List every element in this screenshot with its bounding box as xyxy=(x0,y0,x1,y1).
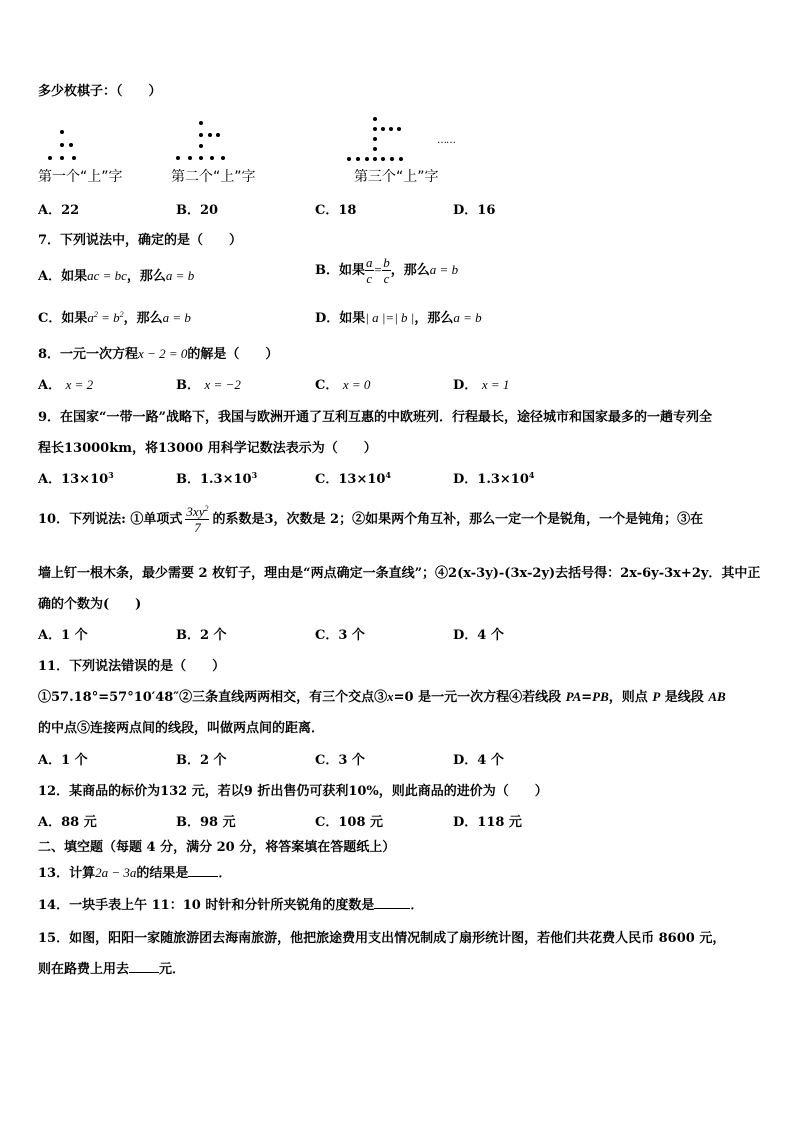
option-text: D．1.3×10 xyxy=(453,472,529,487)
chess-piece xyxy=(365,157,369,161)
option-text: ，那么 xyxy=(414,311,454,326)
answer-blank xyxy=(129,962,159,973)
question-11-line3: 的中点⑤连接两点间的线段，叫做两点间的距离． xyxy=(38,721,325,736)
q11-option-d: D．4 个 xyxy=(453,753,504,768)
q12-option-a: A．88 元 xyxy=(38,815,97,830)
option-text: C．13×10 xyxy=(315,472,386,487)
chess-piece xyxy=(397,127,401,131)
chess-piece xyxy=(347,157,351,161)
option-text: A．如果 xyxy=(38,269,88,284)
denominator: 7 xyxy=(194,520,201,535)
chess-piece xyxy=(199,133,203,137)
exponent: 4 xyxy=(385,470,391,480)
option-label: C． xyxy=(315,378,339,393)
exponent: 3 xyxy=(251,470,258,480)
q12-option-d: D．118 元 xyxy=(453,815,522,830)
denominator: c xyxy=(383,271,390,286)
option-c: C．18 xyxy=(315,203,357,218)
option-text: ，那么 xyxy=(123,311,163,326)
stem-text: 14．一块手表上午 11：10 时针和分针所夹锐角的度数是 xyxy=(38,898,375,913)
math-expr: x − 2 = 0 xyxy=(138,346,188,361)
q8-option-d xyxy=(453,374,509,393)
exponent: 2 xyxy=(93,310,98,319)
option-label: D． xyxy=(453,378,478,393)
q9-option-a xyxy=(38,468,114,487)
stem-text: 的解是（ ） xyxy=(187,347,279,362)
stem-text: ． xyxy=(410,898,424,913)
option-text: D．如果 xyxy=(315,311,366,326)
chess-piece xyxy=(199,144,203,148)
math-var: PB xyxy=(592,689,609,704)
question-8-stem xyxy=(38,343,278,362)
chess-piece xyxy=(216,133,220,137)
chess-piece xyxy=(221,156,225,160)
question-10-line1 xyxy=(38,505,703,534)
q9-option-c xyxy=(315,468,391,487)
question-15-line2 xyxy=(38,958,185,977)
q12-option-b: B．98 元 xyxy=(176,815,236,830)
math-expr: x = 0 xyxy=(342,377,371,392)
stem-text: ，则点 xyxy=(608,690,653,705)
question-7-stem: 7．下列说法中，确定的是（ ） xyxy=(38,233,243,248)
exponent: 3 xyxy=(108,470,114,480)
section-heading: 二、填空题（每题 4 分，满分 20 分，将答案填在答题纸上） xyxy=(38,840,396,855)
question-intro: 多少枚棋子：（ ） xyxy=(38,84,162,99)
stem-text: 8．一元一次方程 xyxy=(38,347,139,362)
chess-piece xyxy=(381,157,385,161)
chess-piece xyxy=(69,143,73,147)
q9-option-b xyxy=(176,468,257,487)
chess-piece xyxy=(60,130,64,134)
chess-piece xyxy=(210,156,214,160)
ellipsis-dots: …… xyxy=(437,135,455,146)
denominator: c xyxy=(366,271,373,286)
stem-text: =0 是一元一次方程④若线段 xyxy=(393,690,566,705)
exponent: 2 xyxy=(204,504,209,513)
figure-caption: 第二个“上”字 xyxy=(171,169,256,185)
stem-text: ①57.18°=57°10′48″②三条直线两两相交，有三个交点③ xyxy=(38,690,388,705)
q7-option-d xyxy=(315,307,482,326)
question-10-line3: 确的个数为( ) xyxy=(38,597,142,612)
stem-text: 13．计算 xyxy=(38,866,96,881)
fraction xyxy=(382,256,391,285)
question-15-line1: 15．如图，阳阳一家随旅游团去海南旅游，他把旅途费用支出情况制成了扇形统计图，若他们共花费人民币 8600 元， xyxy=(38,931,726,946)
q10-option-b: B．2 个 xyxy=(176,628,227,643)
q11-option-c: C．3 个 xyxy=(315,753,365,768)
math-expr: = xyxy=(373,262,383,277)
chess-piece xyxy=(373,147,377,151)
chess-piece xyxy=(373,117,377,121)
math-var: AB xyxy=(708,689,726,704)
numerator: 3xy xyxy=(186,504,205,519)
math-expr: a = b xyxy=(453,310,482,325)
option-label: B． xyxy=(176,378,200,393)
option-text: ，那么 xyxy=(390,263,430,278)
option-a: A．22 xyxy=(38,203,80,218)
chess-piece xyxy=(356,157,360,161)
question-12-stem: 12．某商品的标价为132 元，若以9 折出售仍可获利10%，则此商品的进价为（ ） xyxy=(38,784,548,799)
q7-option-a xyxy=(38,265,194,284)
q11-option-b: B．2 个 xyxy=(176,753,227,768)
figure-caption: 第三个“上”字 xyxy=(354,169,439,185)
q10-option-d: D．4 个 xyxy=(453,628,504,643)
q8-option-b xyxy=(176,374,241,393)
option-text: B．1.3×10 xyxy=(176,472,252,487)
stem-text: 的结果是 xyxy=(136,866,189,881)
q8-option-c xyxy=(315,374,370,393)
math-expr: 2a − 3a xyxy=(95,865,137,880)
option-b: B．20 xyxy=(176,203,219,218)
chess-piece xyxy=(48,156,52,160)
question-9-line1: 9．在国家“一带一路”战略下，我国与欧洲开通了互利互惠的中欧班列．行程最长，途径城市和国家最多的一趟专列全 xyxy=(38,410,713,425)
q8-option-a xyxy=(38,374,93,393)
question-14 xyxy=(38,894,423,913)
chess-piece xyxy=(188,156,192,160)
chess-piece xyxy=(373,137,377,141)
q11-option-a: A．1 个 xyxy=(38,753,88,768)
q10-option-a: A．1 个 xyxy=(38,628,88,643)
chess-piece xyxy=(72,156,76,160)
math-expr: x = 1 xyxy=(481,377,510,392)
answer-blank xyxy=(188,866,218,877)
chess-piece xyxy=(390,157,394,161)
chess-piece xyxy=(60,143,64,147)
option-text: A．13×10 xyxy=(38,472,109,487)
math-expr: x = 2 xyxy=(65,377,94,392)
stem-text: 元． xyxy=(159,962,186,977)
chess-piece xyxy=(60,156,64,160)
numerator: b xyxy=(383,255,390,270)
q7-option-c xyxy=(38,307,191,326)
math-expr: a = b xyxy=(165,268,195,283)
option-text: B．如果 xyxy=(315,263,365,278)
stem-text: 10．下列说法: ①单项式 xyxy=(38,512,183,527)
fraction xyxy=(365,256,374,285)
math-var: P xyxy=(652,689,661,704)
q10-option-c: C．3 个 xyxy=(315,628,365,643)
chess-piece xyxy=(199,156,203,160)
math-var: PA xyxy=(565,689,582,704)
chess-piece xyxy=(208,133,212,137)
question-13 xyxy=(38,862,231,881)
q12-option-c: C．108 元 xyxy=(315,815,384,830)
chess-piece xyxy=(199,121,203,125)
chess-piece xyxy=(373,157,377,161)
question-9-line2: 程长13000km，将13000 用科学记数法表示为（ ） xyxy=(38,441,377,456)
option-text: C．如果 xyxy=(38,311,88,326)
answer-blank xyxy=(374,898,410,909)
q9-option-d xyxy=(453,468,534,487)
chess-piece xyxy=(399,157,403,161)
figure-caption: 第一个“上”字 xyxy=(38,169,123,185)
option-d: D．16 xyxy=(453,203,496,218)
math-var: x xyxy=(387,689,394,704)
question-11-line2 xyxy=(38,686,726,705)
question-11-stem: 11．下列说法错误的是（ ） xyxy=(38,659,226,674)
stem-text: ． xyxy=(218,866,232,881)
stem-text: = xyxy=(581,690,593,705)
option-text: ，那么 xyxy=(126,269,166,284)
stem-text: 是线段 xyxy=(660,690,709,705)
stem-text: 的系数是3，次数是 2；②如果两个角互补，那么一定一个是锐角，一个是钝角；③在 xyxy=(212,512,704,527)
math-expr: a = b xyxy=(162,310,191,325)
math-expr: = b xyxy=(97,310,120,325)
chess-piece xyxy=(176,156,180,160)
exponent: 2 xyxy=(119,310,124,319)
exponent: 4 xyxy=(528,470,535,480)
chess-piece xyxy=(381,127,385,131)
numerator: a xyxy=(366,255,373,270)
stem-text: 则在路费上用去 xyxy=(38,962,130,977)
math-expr: ac = bc xyxy=(87,268,127,283)
math-expr: x = −2 xyxy=(204,377,241,392)
fraction xyxy=(185,505,209,534)
chess-piece xyxy=(373,127,377,131)
option-label: A． xyxy=(38,378,62,393)
math-expr: a xyxy=(87,310,94,325)
chess-piece xyxy=(389,127,393,131)
question-10-line2: 墙上钉一根木条，最少需要 2 枚钉子，理由是“两点确定一条直线”；④2(x-3y)-(3x-2y)去括号得：2x-6y-3x+2y．其中正 xyxy=(38,566,761,581)
math-expr: | a |=| b | xyxy=(365,310,415,325)
q7-option-b xyxy=(315,256,458,285)
math-expr: a = b xyxy=(429,262,459,277)
